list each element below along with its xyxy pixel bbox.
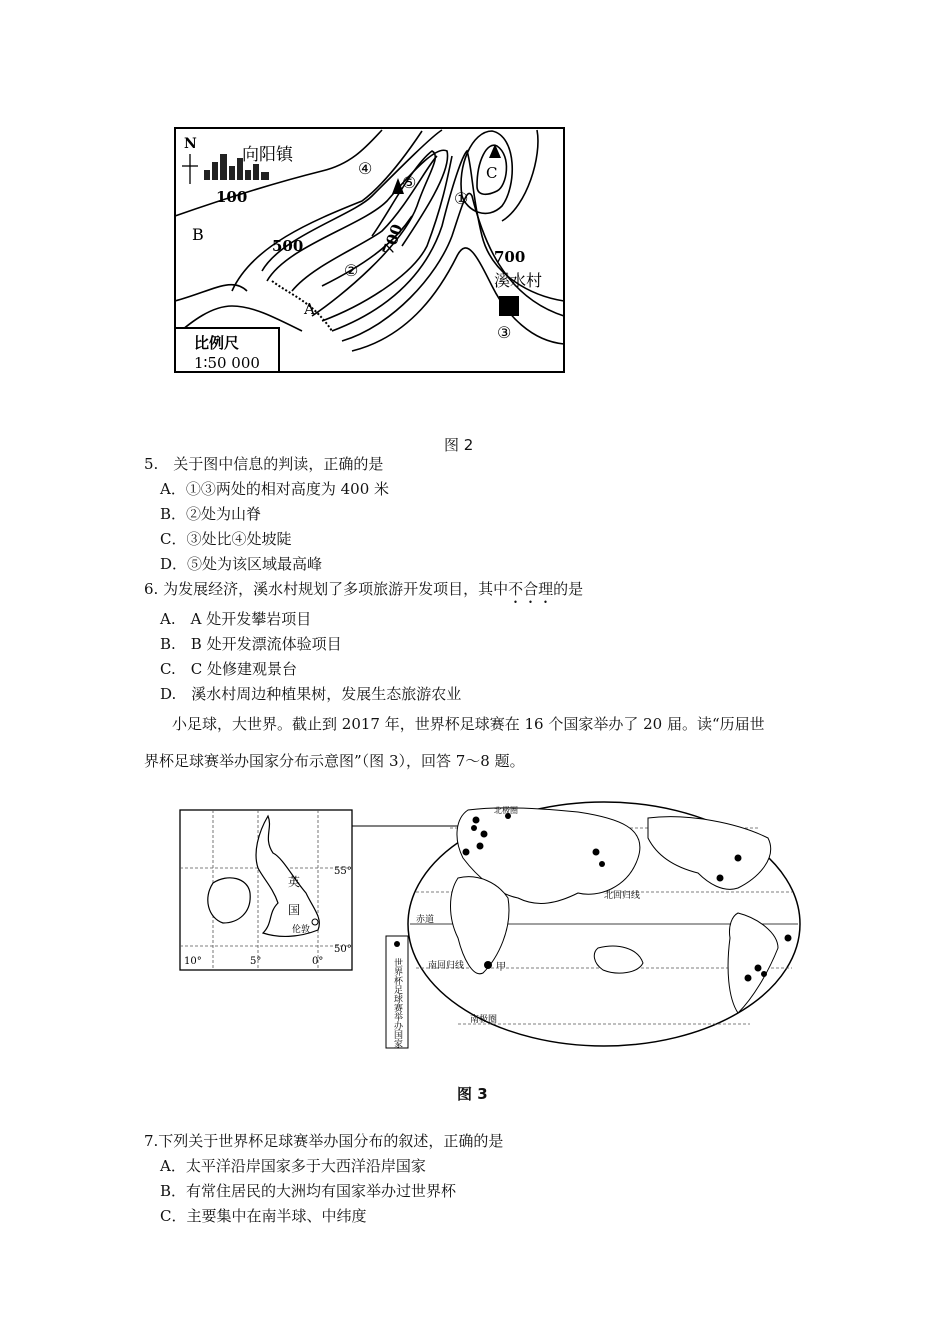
figure-2-caption: 图 2 [444, 436, 474, 454]
inset-lon-5: 5° [250, 956, 262, 967]
question-5-option-a: A．①③两处的相对高度为 400 米 [160, 480, 390, 498]
village-icon [499, 296, 519, 316]
question-6-option-a: A. A 处开发攀岩项目 [160, 610, 312, 628]
inset-lon-0: 0° [312, 956, 324, 967]
inset-label-ying: 英 [288, 875, 301, 889]
marker-2: ② [344, 261, 359, 280]
figure-3-world-map [178, 798, 808, 1056]
marker-5: ⑤ [402, 173, 417, 192]
scale-title: 比例尺 [194, 334, 240, 352]
label-tropic-capricorn: 南回归线 [428, 961, 465, 971]
contour-label-700: 700 [378, 221, 407, 258]
point-b: B [192, 225, 204, 244]
label-arctic-circle: 北极圈 [494, 806, 518, 815]
legend-label: 世界杯足球赛举办国家 [392, 958, 402, 1048]
question-5-stem: 5. 关于图中信息的判读，正确的是 [144, 455, 384, 473]
inset-lat-55: 55° [334, 866, 352, 877]
contour-label-500: 500 [272, 237, 304, 255]
inset-lon-10: 10° [184, 956, 202, 967]
figure-2-contour-map [172, 126, 568, 374]
label-tropic-cancer: 北回归线 [604, 891, 641, 901]
inset-label-london: 伦敦 [292, 925, 311, 935]
question-7-stem: 7.下列关于世界杯足球赛举办国分布的叙述，正确的是 [144, 1132, 504, 1150]
question-6-stem-pre: 6. 为发展经济，溪水村规划了多项旅游开发项目，其中 [144, 580, 509, 598]
inset-lat-50: 50° [334, 944, 352, 955]
question-6-option-b: B. B 处开发漂流体验项目 [160, 635, 342, 653]
intro-line-1: 小足球，大世界。截止到 2017 年，世界杯足球赛在 16 个国家举办了 20 届。读“历届世 [172, 715, 765, 733]
label-antarctic-circle: 南极圈 [470, 1015, 498, 1025]
question-7-option-c: C．主要集中在南半球、中纬度 [160, 1207, 367, 1225]
contour-label-100: 100 [216, 188, 248, 206]
question-6-stem-emphasis: 不合理 [508, 580, 554, 598]
marker-1: ① [454, 189, 469, 208]
intro-line-2: 界杯足球赛举办国家分布示意图”（图 3），回答 7～8 题。 [144, 752, 525, 770]
scale-value: 1∶50 000 [194, 354, 260, 372]
question-7-option-a: A．太平洋沿岸国家多于大西洋沿岸国家 [160, 1157, 426, 1175]
point-a: A [304, 300, 315, 318]
inset-label-guo: 国 [288, 903, 301, 917]
question-7-option-b: B．有常住居民的大洲均有国家举办过世界杯 [160, 1182, 457, 1200]
legend-dot-icon [394, 941, 400, 947]
marker-jia: 甲 [496, 962, 506, 973]
marker-4: ④ [358, 159, 373, 178]
village-label: 溪水村 [494, 271, 543, 290]
north-label: N [184, 136, 197, 152]
question-5-option-d: D．⑤处为该区域最高峰 [160, 555, 323, 573]
label-equator: 赤道 [416, 915, 435, 925]
marker-3: ③ [497, 323, 512, 342]
town-label: 向阳镇 [242, 145, 293, 165]
question-6-option-c: C. C 处修建观景台 [160, 660, 297, 678]
question-6-stem-post: 的是 [553, 580, 584, 598]
figure-3-caption: 图 3 [457, 1085, 488, 1103]
point-c: C [486, 164, 498, 182]
question-5-option-c: C．③处比④处坡陡 [160, 530, 292, 548]
contour-label-700b: 700 [494, 248, 526, 266]
question-6-option-d: D. 溪水村周边种植果树，发展生态旅游农业 [160, 685, 462, 703]
question-6-stem [144, 578, 583, 607]
question-5-option-b: B．②处为山脊 [160, 505, 262, 523]
